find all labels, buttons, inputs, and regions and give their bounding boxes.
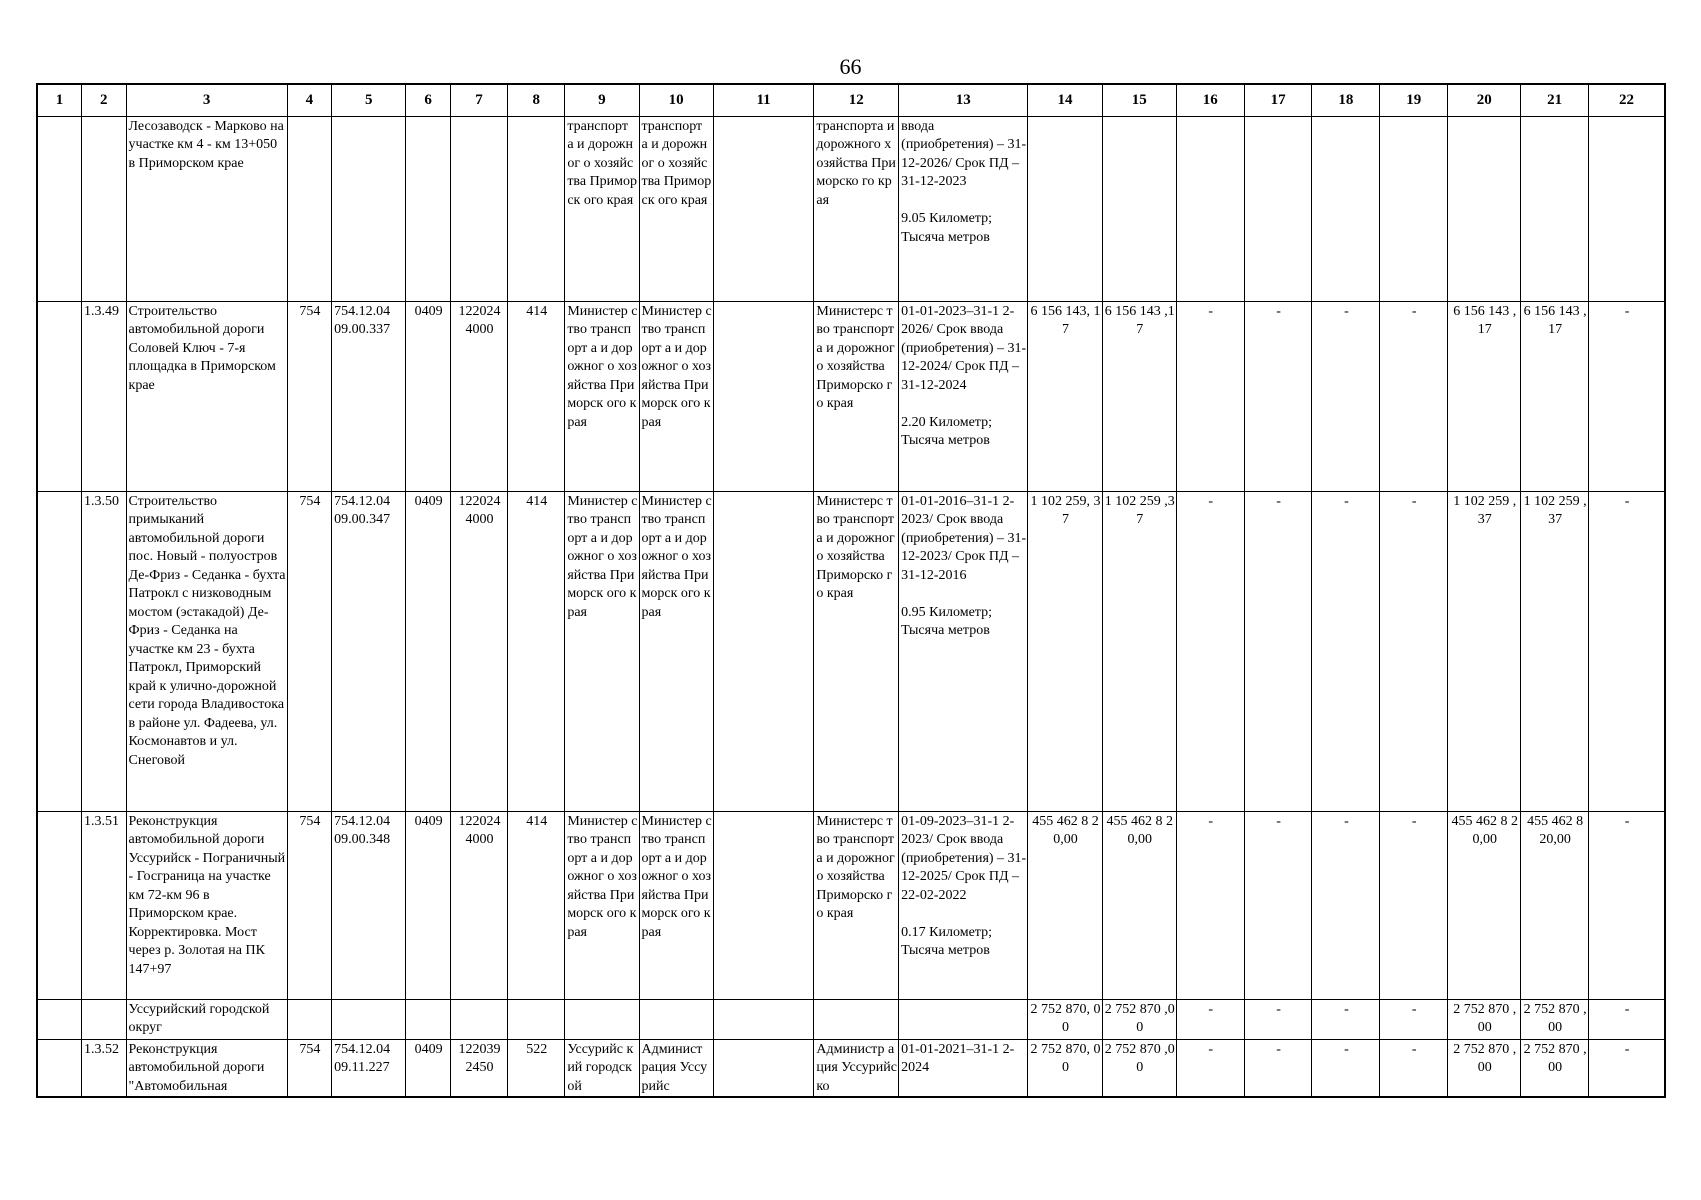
amount-cell: - <box>1244 811 1312 999</box>
budget-code-cell <box>332 999 406 1039</box>
code-cell <box>287 116 332 301</box>
amount-cell: 2 752 870 ,00 <box>1521 1039 1589 1097</box>
customer-cell <box>814 999 899 1039</box>
row-number-cell <box>82 999 127 1039</box>
amount-cell: 6 156 143 ,17 <box>1448 301 1521 491</box>
amount-cell: 1 102 259 ,37 <box>1521 491 1589 811</box>
col-header-4: 4 <box>287 84 332 116</box>
terms-cell <box>899 999 1028 1039</box>
col-header-15: 15 <box>1102 84 1176 116</box>
cell-col-11 <box>713 811 814 999</box>
administrator-cell: Уссурийс кий городской <box>565 1039 639 1097</box>
target-article-cell <box>450 999 507 1039</box>
target-article-cell: 122024 4000 <box>450 301 507 491</box>
amount-cell: 2 752 870 ,00 <box>1448 999 1521 1039</box>
budget-code-cell: 754.12.04 09.11.227 <box>332 1039 406 1097</box>
customer-cell: Министерс тво транспорта и дорожного хозяйства Приморско го края <box>814 811 899 999</box>
amount-cell: - <box>1244 491 1312 811</box>
expense-type-cell <box>508 999 565 1039</box>
col-header-2: 2 <box>82 84 127 116</box>
amount-cell <box>1102 116 1176 301</box>
table-row <box>37 1039 1665 1097</box>
amount-cell: 6 156 143, 17 <box>1028 301 1102 491</box>
cell-col-1 <box>37 999 82 1039</box>
amount-cell: - <box>1380 301 1448 491</box>
cell-col-1 <box>37 491 82 811</box>
terms-cell: 01-01-2021–31-1 2-2024 <box>899 1039 1028 1097</box>
administrator-cell: Министер ство транспорт а и дорожног о хозяйства Приморск ого края <box>565 811 639 999</box>
section-code-cell: 0409 <box>406 491 451 811</box>
budget-table <box>36 83 1666 1098</box>
table-row <box>37 999 1665 1039</box>
col-header-11: 11 <box>713 84 814 116</box>
amount-cell: - <box>1312 999 1380 1039</box>
col-header-1: 1 <box>37 84 82 116</box>
col-header-9: 9 <box>565 84 639 116</box>
amount-cell <box>1028 116 1102 301</box>
recipient-cell: Министер ство транспорт а и дорожног о хозяйства Приморск ого края <box>639 491 713 811</box>
col-header-10: 10 <box>639 84 713 116</box>
amount-cell: - <box>1589 999 1665 1039</box>
budget-code-cell <box>332 116 406 301</box>
row-number-cell <box>82 116 127 301</box>
section-code-cell: 0409 <box>406 301 451 491</box>
administrator-cell: транспорт а и дорожног о хозяйства Приморск ого края <box>565 116 639 301</box>
cell-col-11 <box>713 491 814 811</box>
cell-col-1 <box>37 811 82 999</box>
code-cell: 754 <box>287 301 332 491</box>
administrator-cell: Министер ство транспорт а и дорожног о хозяйства Приморск ого края <box>565 491 639 811</box>
col-header-20: 20 <box>1448 84 1521 116</box>
budget-code-cell: 754.12.04 09.00.348 <box>332 811 406 999</box>
amount-cell: 6 156 143 ,17 <box>1102 301 1176 491</box>
customer-cell: Администр ация Уссурийско <box>814 1039 899 1097</box>
row-number-cell: 1.3.51 <box>82 811 127 999</box>
budget-code-cell: 754.12.04 09.00.347 <box>332 491 406 811</box>
cell-col-11 <box>713 999 814 1039</box>
object-name-cell: Реконструкция автомобильной дороги Уссурийск - Пограничный - Госграница на участке км 72-км 96 в Приморском крае. Корректировка. Мост через р. Золотая на ПК 147+97 <box>126 811 287 999</box>
col-header-14: 14 <box>1028 84 1102 116</box>
recipient-cell: транспорт а и дорожног о хозяйства Приморск ого края <box>639 116 713 301</box>
object-name-cell: Строительство примыканий автомобильной дороги пос. Новый - полуостров Де-Фриз - Седанка - бухта Патрокл с низководным мостом (эстакадой) Де-Фриз - Седанка на участке км 23 - бухта Патрокл, Приморский край к улично-дорожной сети города Владивостока в районе ул. Фадеева, ул. Космонавтов и ул. Снеговой <box>126 491 287 811</box>
col-header-19: 19 <box>1380 84 1448 116</box>
col-header-8: 8 <box>508 84 565 116</box>
amount-cell: 2 752 870 ,00 <box>1102 999 1176 1039</box>
table-header <box>37 84 1665 116</box>
terms-cell: 01-01-2023–31-1 2-2026/ Срок ввода (приобретения) – 31-12-2024/ Срок ПД – 31-12-2024 2.20 Километр; Тысяча метров <box>899 301 1028 491</box>
amount-cell: 2 752 870, 00 <box>1028 999 1102 1039</box>
amount-cell: - <box>1312 301 1380 491</box>
cell-col-1 <box>37 1039 82 1097</box>
amount-cell: - <box>1176 999 1244 1039</box>
amount-cell: 6 156 143 ,17 <box>1521 301 1589 491</box>
amount-cell: - <box>1244 301 1312 491</box>
amount-cell: - <box>1312 811 1380 999</box>
section-code-cell: 0409 <box>406 811 451 999</box>
recipient-cell <box>639 999 713 1039</box>
col-header-6: 6 <box>406 84 451 116</box>
col-header-13: 13 <box>899 84 1028 116</box>
amount-cell: - <box>1176 491 1244 811</box>
terms-cell: 01-09-2023–31-1 2-2023/ Срок ввода (приобретения) – 31-12-2025/ Срок ПД – 22-02-2022 0.17 Километр; Тысяча метров <box>899 811 1028 999</box>
code-cell <box>287 999 332 1039</box>
amount-cell: 455 462 8 20,00 <box>1521 811 1589 999</box>
amount-cell: - <box>1589 811 1665 999</box>
administrator-cell <box>565 999 639 1039</box>
amount-cell: 2 752 870, 00 <box>1028 1039 1102 1097</box>
amount-cell: - <box>1380 999 1448 1039</box>
amount-cell: - <box>1244 1039 1312 1097</box>
amount-cell <box>1176 116 1244 301</box>
amount-cell: - <box>1176 1039 1244 1097</box>
customer-cell: Министерс тво транспорта и дорожного хозяйства Приморско го края <box>814 491 899 811</box>
cell-col-1 <box>37 301 82 491</box>
customer-cell: транспорта и дорожного хозяйства Приморско го края <box>814 116 899 301</box>
amount-cell: 455 462 8 20,00 <box>1102 811 1176 999</box>
col-header-7: 7 <box>450 84 507 116</box>
object-name-cell: Уссурийский городской округ <box>126 999 287 1039</box>
table-row <box>37 116 1665 301</box>
object-name-cell: Строительство автомобильной дороги Соловей Ключ - 7-я площадка в Приморском крае <box>126 301 287 491</box>
page-number: 66 <box>839 54 862 79</box>
amount-cell <box>1380 116 1448 301</box>
section-code-cell <box>406 116 451 301</box>
amount-cell: - <box>1176 301 1244 491</box>
amount-cell: 2 752 870 ,00 <box>1448 1039 1521 1097</box>
amount-cell: - <box>1244 999 1312 1039</box>
amount-cell: - <box>1176 811 1244 999</box>
expense-type-cell: 414 <box>508 301 565 491</box>
col-header-17: 17 <box>1244 84 1312 116</box>
table-row <box>37 491 1665 811</box>
table-body <box>37 116 1665 1097</box>
amount-cell: - <box>1312 491 1380 811</box>
amount-cell: - <box>1312 1039 1380 1097</box>
col-header-22: 22 <box>1589 84 1665 116</box>
code-cell: 754 <box>287 1039 332 1097</box>
table-row <box>37 811 1665 999</box>
expense-type-cell: 414 <box>508 491 565 811</box>
cell-col-1 <box>37 116 82 301</box>
amount-cell <box>1312 116 1380 301</box>
amount-cell: - <box>1589 1039 1665 1097</box>
amount-cell: 455 462 8 20,00 <box>1028 811 1102 999</box>
object-name-cell: Реконструкция автомобильной дороги "Автомобильная <box>126 1039 287 1097</box>
administrator-cell: Министер ство транспорт а и дорожног о хозяйства Приморск ого края <box>565 301 639 491</box>
expense-type-cell: 522 <box>508 1039 565 1097</box>
amount-cell: - <box>1589 301 1665 491</box>
amount-cell: 1 102 259 ,37 <box>1448 491 1521 811</box>
col-header-21: 21 <box>1521 84 1589 116</box>
recipient-cell: Министер ство транспорт а и дорожног о хозяйства Приморск ого края <box>639 811 713 999</box>
cell-col-11 <box>713 1039 814 1097</box>
terms-cell: ввода (приобретения) – 31-12-2026/ Срок ПД – 31-12-2023 9.05 Километр; Тысяча метров <box>899 116 1028 301</box>
col-header-16: 16 <box>1176 84 1244 116</box>
expense-type-cell <box>508 116 565 301</box>
amount-cell: - <box>1380 1039 1448 1097</box>
row-number-cell: 1.3.50 <box>82 491 127 811</box>
target-article-cell: 122024 4000 <box>450 491 507 811</box>
target-article-cell: 122024 4000 <box>450 811 507 999</box>
expense-type-cell: 414 <box>508 811 565 999</box>
row-number-cell: 1.3.52 <box>82 1039 127 1097</box>
section-code-cell <box>406 999 451 1039</box>
amount-cell: - <box>1380 491 1448 811</box>
amount-cell: - <box>1589 491 1665 811</box>
amount-cell: 2 752 870 ,00 <box>1521 999 1589 1039</box>
amount-cell: 1 102 259 ,37 <box>1102 491 1176 811</box>
terms-cell: 01-01-2016–31-1 2-2023/ Срок ввода (приобретения) – 31-12-2023/ Срок ПД – 31-12-2016 0.95 Километр; Тысяча метров <box>899 491 1028 811</box>
col-header-5: 5 <box>332 84 406 116</box>
table-row <box>37 301 1665 491</box>
amount-cell: 455 462 8 20,00 <box>1448 811 1521 999</box>
amount-cell <box>1589 116 1665 301</box>
col-header-3: 3 <box>126 84 287 116</box>
code-cell: 754 <box>287 491 332 811</box>
recipient-cell: Админист рация Уссурийс <box>639 1039 713 1097</box>
target-article-cell <box>450 116 507 301</box>
cell-col-11 <box>713 116 814 301</box>
amount-cell <box>1521 116 1589 301</box>
target-article-cell: 122039 2450 <box>450 1039 507 1097</box>
customer-cell: Министерс тво транспорта и дорожного хозяйства Приморско го края <box>814 301 899 491</box>
amount-cell <box>1244 116 1312 301</box>
object-name-cell: Лесозаводск - Марково на участке км 4 - км 13+050 в Приморском крае <box>126 116 287 301</box>
col-header-18: 18 <box>1312 84 1380 116</box>
row-number-cell: 1.3.49 <box>82 301 127 491</box>
header-row <box>37 84 1665 116</box>
budget-code-cell: 754.12.04 09.00.337 <box>332 301 406 491</box>
col-header-12: 12 <box>814 84 899 116</box>
amount-cell: - <box>1380 811 1448 999</box>
section-code-cell: 0409 <box>406 1039 451 1097</box>
code-cell: 754 <box>287 811 332 999</box>
amount-cell <box>1448 116 1521 301</box>
amount-cell: 2 752 870 ,00 <box>1102 1039 1176 1097</box>
amount-cell: 1 102 259, 37 <box>1028 491 1102 811</box>
recipient-cell: Министер ство транспорт а и дорожног о хозяйства Приморск ого края <box>639 301 713 491</box>
cell-col-11 <box>713 301 814 491</box>
